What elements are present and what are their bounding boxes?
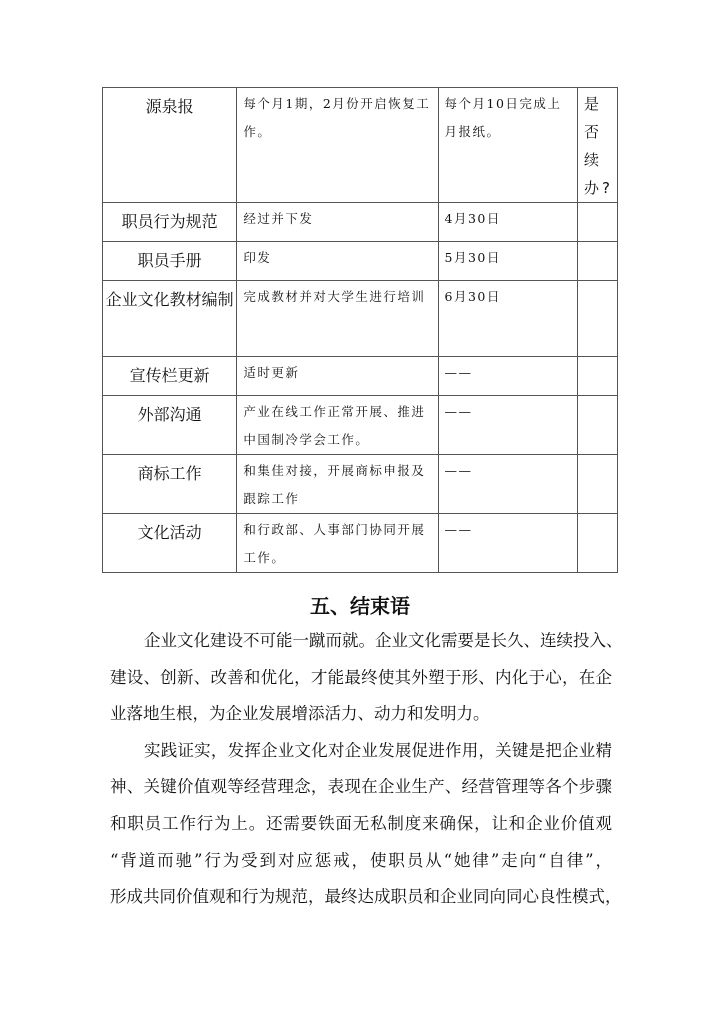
row-note — [578, 455, 618, 514]
row-content: 产业在线工作正常开展、推进中国制冷学会工作。 — [237, 396, 438, 455]
table-row — [103, 281, 618, 357]
row-content: 和集佳对接，开展商标申报及跟踪工作 — [237, 455, 438, 514]
paragraph-line: 和职员工作行为上。还需要铁面无私制度来确保，让和企业价值观 — [110, 813, 612, 833]
row-deadline: —— — [438, 514, 578, 573]
row-item: 文化活动 — [103, 514, 237, 573]
row-deadline: 6月30日 — [438, 281, 578, 357]
table-row — [103, 203, 618, 242]
row-item: 宣传栏更新 — [103, 357, 237, 396]
row-content: 经过并下发 — [237, 203, 438, 242]
row-item: 商标工作 — [103, 455, 237, 514]
row-content: 和行政部、人事部门协同开展工作。 — [237, 514, 438, 573]
paragraph-line: 神、关键价值观等经营理念，表现在企业生产、经营管理等各个步骤 — [110, 777, 612, 797]
row-item: 外部沟通 — [103, 396, 237, 455]
row-note: 是否续办? — [578, 88, 618, 203]
work-plan-table — [102, 87, 618, 573]
row-deadline: —— — [438, 357, 578, 396]
table-row — [103, 88, 618, 203]
row-note — [578, 281, 618, 357]
section-body — [110, 626, 623, 919]
row-content: 每个月1期，2月份开启恢复工作。 — [237, 88, 438, 203]
row-note — [578, 396, 618, 455]
paragraph-line: 建设、创新、改善和优化，才能最终使其外塑于形、内化于心，在企 — [110, 667, 612, 687]
row-item: 职员手册 — [103, 242, 237, 281]
row-deadline: 每个月10日完成上月报纸。 — [438, 88, 578, 203]
paragraph-line: 实践证实，发挥企业文化对企业发展促进作用，关键是把企业精 — [144, 740, 612, 760]
table-row — [103, 455, 618, 514]
row-deadline: 5月30日 — [438, 242, 578, 281]
paragraph-line: 形成共同价值观和行为规范，最终达成职员和企业同向同心良性模式， — [110, 887, 622, 907]
table-row — [103, 242, 618, 281]
row-deadline: —— — [438, 455, 578, 514]
row-note — [578, 203, 618, 242]
row-item: 企业文化教材编制 — [103, 281, 237, 357]
row-note — [578, 357, 618, 396]
table-row — [103, 357, 618, 396]
row-content: 适时更新 — [237, 357, 438, 396]
row-note — [578, 514, 618, 573]
paragraph-line: “背道而驰”行为受到对应惩戒，使职员从“她律”走向“自律”， — [110, 850, 612, 870]
section-heading: 五、结束语 — [310, 594, 410, 618]
row-deadline: —— — [438, 396, 578, 455]
row-item: 源泉报 — [103, 88, 237, 203]
row-content: 完成教材并对大学生进行培训 — [237, 281, 438, 357]
paragraph-line: 企业文化建设不可能一蹴而就。企业文化需要是长久、连续投入、 — [144, 631, 623, 650]
row-content: 印发 — [237, 242, 438, 281]
row-deadline: 4月30日 — [438, 203, 578, 242]
table-row — [103, 396, 618, 455]
table-row — [103, 514, 618, 573]
row-item: 职员行为规范 — [103, 203, 237, 242]
paragraph-line: 业落地生根，为企业发展增添活力、动力和发明力。 — [110, 704, 490, 724]
row-note — [578, 242, 618, 281]
